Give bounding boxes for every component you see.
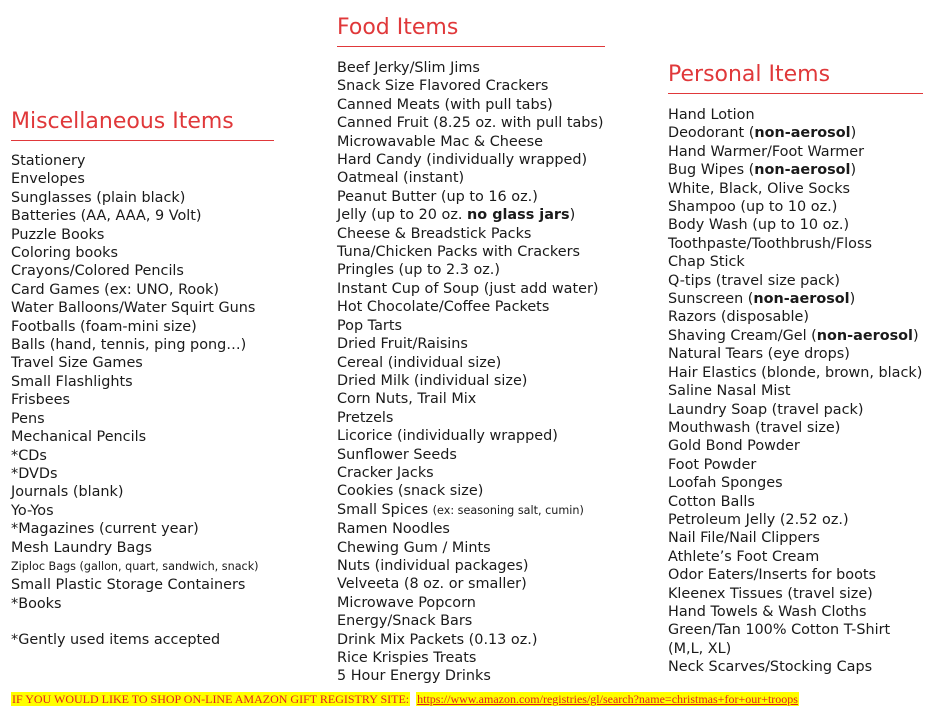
misc-list-item-text: Frisbees <box>11 392 70 409</box>
food-list-item-text: Snack Size Flavored Crackers <box>337 78 549 95</box>
misc-list-item <box>11 595 274 613</box>
personal-list-item <box>668 235 923 253</box>
misc-list-item <box>11 189 274 207</box>
registry-link[interactable]: https://www.amazon.com/registries/gl/search?name=christmas+for+our+troops <box>417 692 798 706</box>
misc-list-item-text: Travel Size Games <box>11 355 143 372</box>
misc-list-item-text: Envelopes <box>11 171 85 188</box>
food-list-item-text: Microwave Popcorn <box>337 594 476 611</box>
food-list-item <box>337 631 605 649</box>
personal-list-item-text: Hand Towels & Wash Cloths <box>668 603 867 620</box>
misc-list-item <box>11 244 274 262</box>
food-list-item <box>337 446 605 464</box>
misc-list-item <box>11 354 274 372</box>
food-list-item-text: ) <box>569 207 576 224</box>
personal-list-item-text: ) <box>913 327 919 344</box>
food-list-item-text: Chewing Gum / Mints <box>337 539 491 556</box>
misc-list-item-text: *CDs <box>11 447 47 464</box>
food-list-item-text: Pretzels <box>337 409 394 426</box>
personal-list-item-text: Gold Bond Powder <box>668 438 800 455</box>
food-list-item-text: Pop Tarts <box>337 317 402 334</box>
personal-list-item <box>668 566 923 584</box>
personal-list-item <box>668 474 923 492</box>
food-list-item <box>337 667 605 685</box>
food-list-item-text: Energy/Snack Bars <box>337 613 473 630</box>
personal-list-item-text: Cotton Balls <box>668 493 755 510</box>
food-list-item <box>337 225 605 243</box>
food-list-item-text: Hot Chocolate/Coffee Packets <box>337 299 550 316</box>
personal-list-item-text: non-aerosol <box>754 125 851 142</box>
misc-list-item-text: Stationery <box>11 153 86 169</box>
personal-list-item <box>668 401 923 419</box>
personal-list-item-text: White, Black, Olive Socks <box>668 180 851 197</box>
personal-list-item-text: Hair Elastics (blonde, brown, black) <box>668 364 923 381</box>
food-list-item-text: Drink Mix Packets (0.13 oz.) <box>337 631 538 648</box>
misc-list-item-text: Small Flashlights <box>11 373 133 390</box>
personal-list-item-text: Shaving Cream/Gel ( <box>668 327 817 344</box>
food-list-item-text: Velveeta (8 oz. or smaller) <box>337 576 527 593</box>
food-list-item <box>337 169 605 187</box>
food-list-item-text: Beef Jerky/Slim Jims <box>337 60 480 76</box>
misc-list-item-text: Card Games (ex: UNO, Rook) <box>11 281 219 298</box>
food-list-item-text: Oatmeal (instant) <box>337 170 465 187</box>
food-list-item-text: 5 Hour Energy Drinks <box>337 668 491 685</box>
misc-list-item <box>11 483 274 501</box>
personal-list-item-text: ) <box>849 291 856 308</box>
food-list-item <box>337 243 605 261</box>
misc-list-item-text: Pens <box>11 410 45 427</box>
personal-list-item-text: Body Wash (up to 10 oz.) <box>668 217 850 234</box>
footer-label: IF YOU WOULD LIKE TO SHOP ON-LINE AMAZON GIFT REGISTRY SITE: <box>12 692 410 706</box>
food-list-item <box>337 372 605 390</box>
food-list-item <box>337 539 605 557</box>
personal-list-item <box>668 437 923 455</box>
misc-list-item-text: Water Balloons/Water Squirt Guns <box>11 300 256 317</box>
food-list-item <box>337 501 605 520</box>
misc-list-item <box>11 557 274 576</box>
food-list-item <box>337 464 605 482</box>
personal-list-item-text: Odor Eaters/Inserts for boots <box>668 567 877 584</box>
misc-list-item-text: Footballs (foam-mini size) <box>11 318 197 335</box>
misc-list-item <box>11 170 274 188</box>
personal-list-item <box>668 161 923 179</box>
personal-list-item-text: Natural Tears (eye drops) <box>668 346 850 363</box>
misc-list-item-text: Sunglasses (plain black) <box>11 189 186 206</box>
personal-list-item-text: Athlete’s Foot Cream <box>668 548 820 565</box>
personal-list-item-text: ) <box>850 125 857 142</box>
food-list-item-text: Instant Cup of Soup (just add water) <box>337 280 599 297</box>
food-list-item <box>337 114 605 132</box>
personal-list-item <box>668 345 923 363</box>
personal-list-item <box>668 603 923 621</box>
food-list-item-text: Pringles (up to 2.3 oz.) <box>337 262 500 279</box>
food-list-item-text: Dried Fruit/Raisins <box>337 336 468 353</box>
food-list-item-text: Microwavable Mac & Cheese <box>337 133 543 150</box>
footer-bar <box>11 691 799 708</box>
personal-list-item-text: Kleenex Tissues (travel size) <box>668 585 873 602</box>
personal-heading: Personal Items <box>668 62 923 94</box>
misc-list-item <box>11 520 274 538</box>
food-list-item-text: Licorice (individually wrapped) <box>337 428 558 445</box>
misc-list-item <box>11 318 274 336</box>
personal-list-item <box>668 308 923 326</box>
personal-list-item-text: Sunscreen ( <box>668 291 754 308</box>
food-list-item <box>337 594 605 612</box>
food-list-item-text: Cereal (individual size) <box>337 354 502 371</box>
personal-list-item-text: Hand Warmer/Foot Warmer <box>668 143 865 160</box>
personal-list-item <box>668 658 923 676</box>
food-list-item <box>337 59 605 77</box>
personal-list-item-text: Mouthwash (travel size) <box>668 419 841 436</box>
misc-list-item-text: Mesh Laundry Bags <box>11 539 153 556</box>
personal-list-item <box>668 253 923 271</box>
food-list-item <box>337 335 605 353</box>
personal-list-item-text: Green/Tan 100% Cotton T-Shirt <box>668 622 891 639</box>
food-list-item <box>337 409 605 427</box>
food-list-item <box>337 96 605 114</box>
misc-list-item <box>11 373 274 391</box>
personal-list-item-text: Q-tips (travel size pack) <box>668 272 840 289</box>
misc-list-item-text: Yo-Yos <box>11 502 54 519</box>
personal-list-item <box>668 272 923 290</box>
food-list-item <box>337 649 605 667</box>
personal-list-item-text: (M,L, XL) <box>668 640 732 657</box>
personal-list-item <box>668 106 923 124</box>
personal-list-item-text: Bug Wipes ( <box>668 162 755 179</box>
misc-list-item <box>11 539 274 557</box>
personal-list-item <box>668 290 923 308</box>
food-list-item-text: Canned Meats (with pull tabs) <box>337 96 553 113</box>
personal-list-item-text: Neck Scarves/Stocking Caps <box>668 659 873 676</box>
misc-list-item <box>11 336 274 354</box>
misc-list-item-text: *DVDs <box>11 465 58 482</box>
personal-column <box>668 62 923 677</box>
misc-list-item-text: Balls (hand, tennis, ping pong…) <box>11 337 247 354</box>
food-heading: Food Items <box>337 15 605 47</box>
food-list-item <box>337 133 605 151</box>
food-list-item <box>337 557 605 575</box>
misc-list-item <box>11 207 274 225</box>
food-list-item-text: Cookies (snack size) <box>337 483 484 500</box>
food-list-item <box>337 206 605 224</box>
food-list-item-text: Jelly (up to 20 oz. <box>337 207 468 224</box>
food-list-item-text: Cracker Jacks <box>337 464 434 481</box>
personal-list-item-text: ) <box>850 162 857 179</box>
food-list-item <box>337 427 605 445</box>
personal-list-item <box>668 143 923 161</box>
personal-list-item <box>668 364 923 382</box>
misc-list-item-text: Small Plastic Storage Containers <box>11 577 246 594</box>
personal-list-item-text: non-aerosol <box>753 291 850 308</box>
misc-list <box>11 152 274 613</box>
food-list-item-text: Small Spices <box>337 501 433 518</box>
personal-list-item-text: non-aerosol <box>816 327 913 344</box>
food-list-item <box>337 298 605 316</box>
personal-list-item-text: Loofah Sponges <box>668 475 783 492</box>
misc-list-item-text: *Magazines (current year) <box>11 521 199 538</box>
food-list-item-text: Dried Milk (individual size) <box>337 372 528 389</box>
food-list-item <box>337 575 605 593</box>
personal-list-item <box>668 419 923 437</box>
personal-list-item <box>668 216 923 234</box>
personal-list-item-text: Hand Lotion <box>668 107 755 123</box>
misc-list-item <box>11 262 274 280</box>
personal-list-item <box>668 529 923 547</box>
food-list-item-text: Corn Nuts, Trail Mix <box>337 391 477 408</box>
personal-list-item <box>668 198 923 216</box>
personal-list <box>668 106 923 677</box>
misc-list-item <box>11 299 274 317</box>
misc-list-item <box>11 226 274 244</box>
misc-list-item <box>11 152 274 170</box>
misc-list-item-text: Journals (blank) <box>11 484 124 501</box>
personal-list-item <box>668 456 923 474</box>
personal-list-item <box>668 493 923 511</box>
personal-list-item <box>668 621 923 639</box>
misc-list-item-text: Puzzle Books <box>11 226 105 243</box>
personal-list-item <box>668 124 923 142</box>
food-list-item-text: Cheese & Breadstick Packs <box>337 225 532 242</box>
misc-list-item <box>11 281 274 299</box>
personal-list-item-text: Shampoo (up to 10 oz.) <box>668 199 838 216</box>
food-list <box>337 59 605 686</box>
gently-used-note: *Gently used items accepted <box>11 632 221 649</box>
personal-list-item-text: Petroleum Jelly (2.52 oz.) <box>668 511 849 528</box>
personal-list-item-text: non-aerosol <box>754 162 851 179</box>
food-list-item-text: no glass jars <box>467 207 570 224</box>
food-list-item <box>337 77 605 95</box>
food-list-item-text: Canned Fruit (8.25 oz. with pull tabs) <box>337 115 604 132</box>
misc-list-item <box>11 576 274 594</box>
misc-list-item-text: Coloring books <box>11 245 118 262</box>
misc-column <box>11 109 274 650</box>
misc-list-item-text: *Books <box>11 595 62 612</box>
personal-list-item-text: Foot Powder <box>668 456 757 473</box>
food-list-item <box>337 354 605 372</box>
personal-list-item-text: Chap Stick <box>668 254 745 271</box>
misc-list-item <box>11 391 274 409</box>
misc-list-item <box>11 447 274 465</box>
misc-heading: Miscellaneous Items <box>11 109 274 141</box>
food-list-item-text: Tuna/Chicken Packs with Crackers <box>337 244 581 261</box>
personal-list-item-text: Nail File/Nail Clippers <box>668 530 820 547</box>
personal-list-item-text: Razors (disposable) <box>668 309 809 326</box>
misc-list-item-text: Crayons/Colored Pencils <box>11 263 184 280</box>
personal-list-item <box>668 180 923 198</box>
food-list-item <box>337 188 605 206</box>
food-list-item <box>337 261 605 279</box>
personal-list-item <box>668 511 923 529</box>
food-list-item <box>337 390 605 408</box>
misc-list-item <box>11 502 274 520</box>
food-list-item <box>337 520 605 538</box>
misc-list-item-text: Ziploc Bags (gallon, quart, sandwich, snack) <box>11 559 259 573</box>
food-list-item-text: Rice Krispies Treats <box>337 650 477 666</box>
personal-list-item <box>668 585 923 603</box>
personal-list-item <box>668 640 923 658</box>
food-list-item-text: Sunflower Seeds <box>337 446 457 463</box>
food-list-item-text: Peanut Butter (up to 16 oz.) <box>337 188 538 205</box>
misc-list-item-text: Batteries (AA, AAA, 9 Volt) <box>11 208 202 225</box>
food-list-item-text: (ex: seasoning salt, cumin) <box>432 503 584 517</box>
personal-list-item <box>668 327 923 345</box>
food-list-item <box>337 151 605 169</box>
personal-list-item-text: Deodorant ( <box>668 125 755 142</box>
food-list-item-text: Nuts (individual packages) <box>337 557 529 574</box>
personal-list-item-text: Toothpaste/Toothbrush/Floss <box>668 235 872 252</box>
food-list-item-text: Ramen Noodles <box>337 521 450 538</box>
personal-list-item <box>668 548 923 566</box>
food-column <box>337 15 605 686</box>
food-list-item <box>337 280 605 298</box>
misc-list-item <box>11 428 274 446</box>
personal-list-item-text: Laundry Soap (travel pack) <box>668 401 864 418</box>
food-list-item-text: Hard Candy (individually wrapped) <box>337 152 588 169</box>
personal-list-item <box>668 382 923 400</box>
food-list-item <box>337 612 605 630</box>
personal-list-item-text: Saline Nasal Mist <box>668 383 791 400</box>
misc-list-item-text: Mechanical Pencils <box>11 429 147 446</box>
misc-list-item <box>11 410 274 428</box>
food-list-item <box>337 482 605 500</box>
food-list-item <box>337 317 605 335</box>
misc-list-item <box>11 465 274 483</box>
